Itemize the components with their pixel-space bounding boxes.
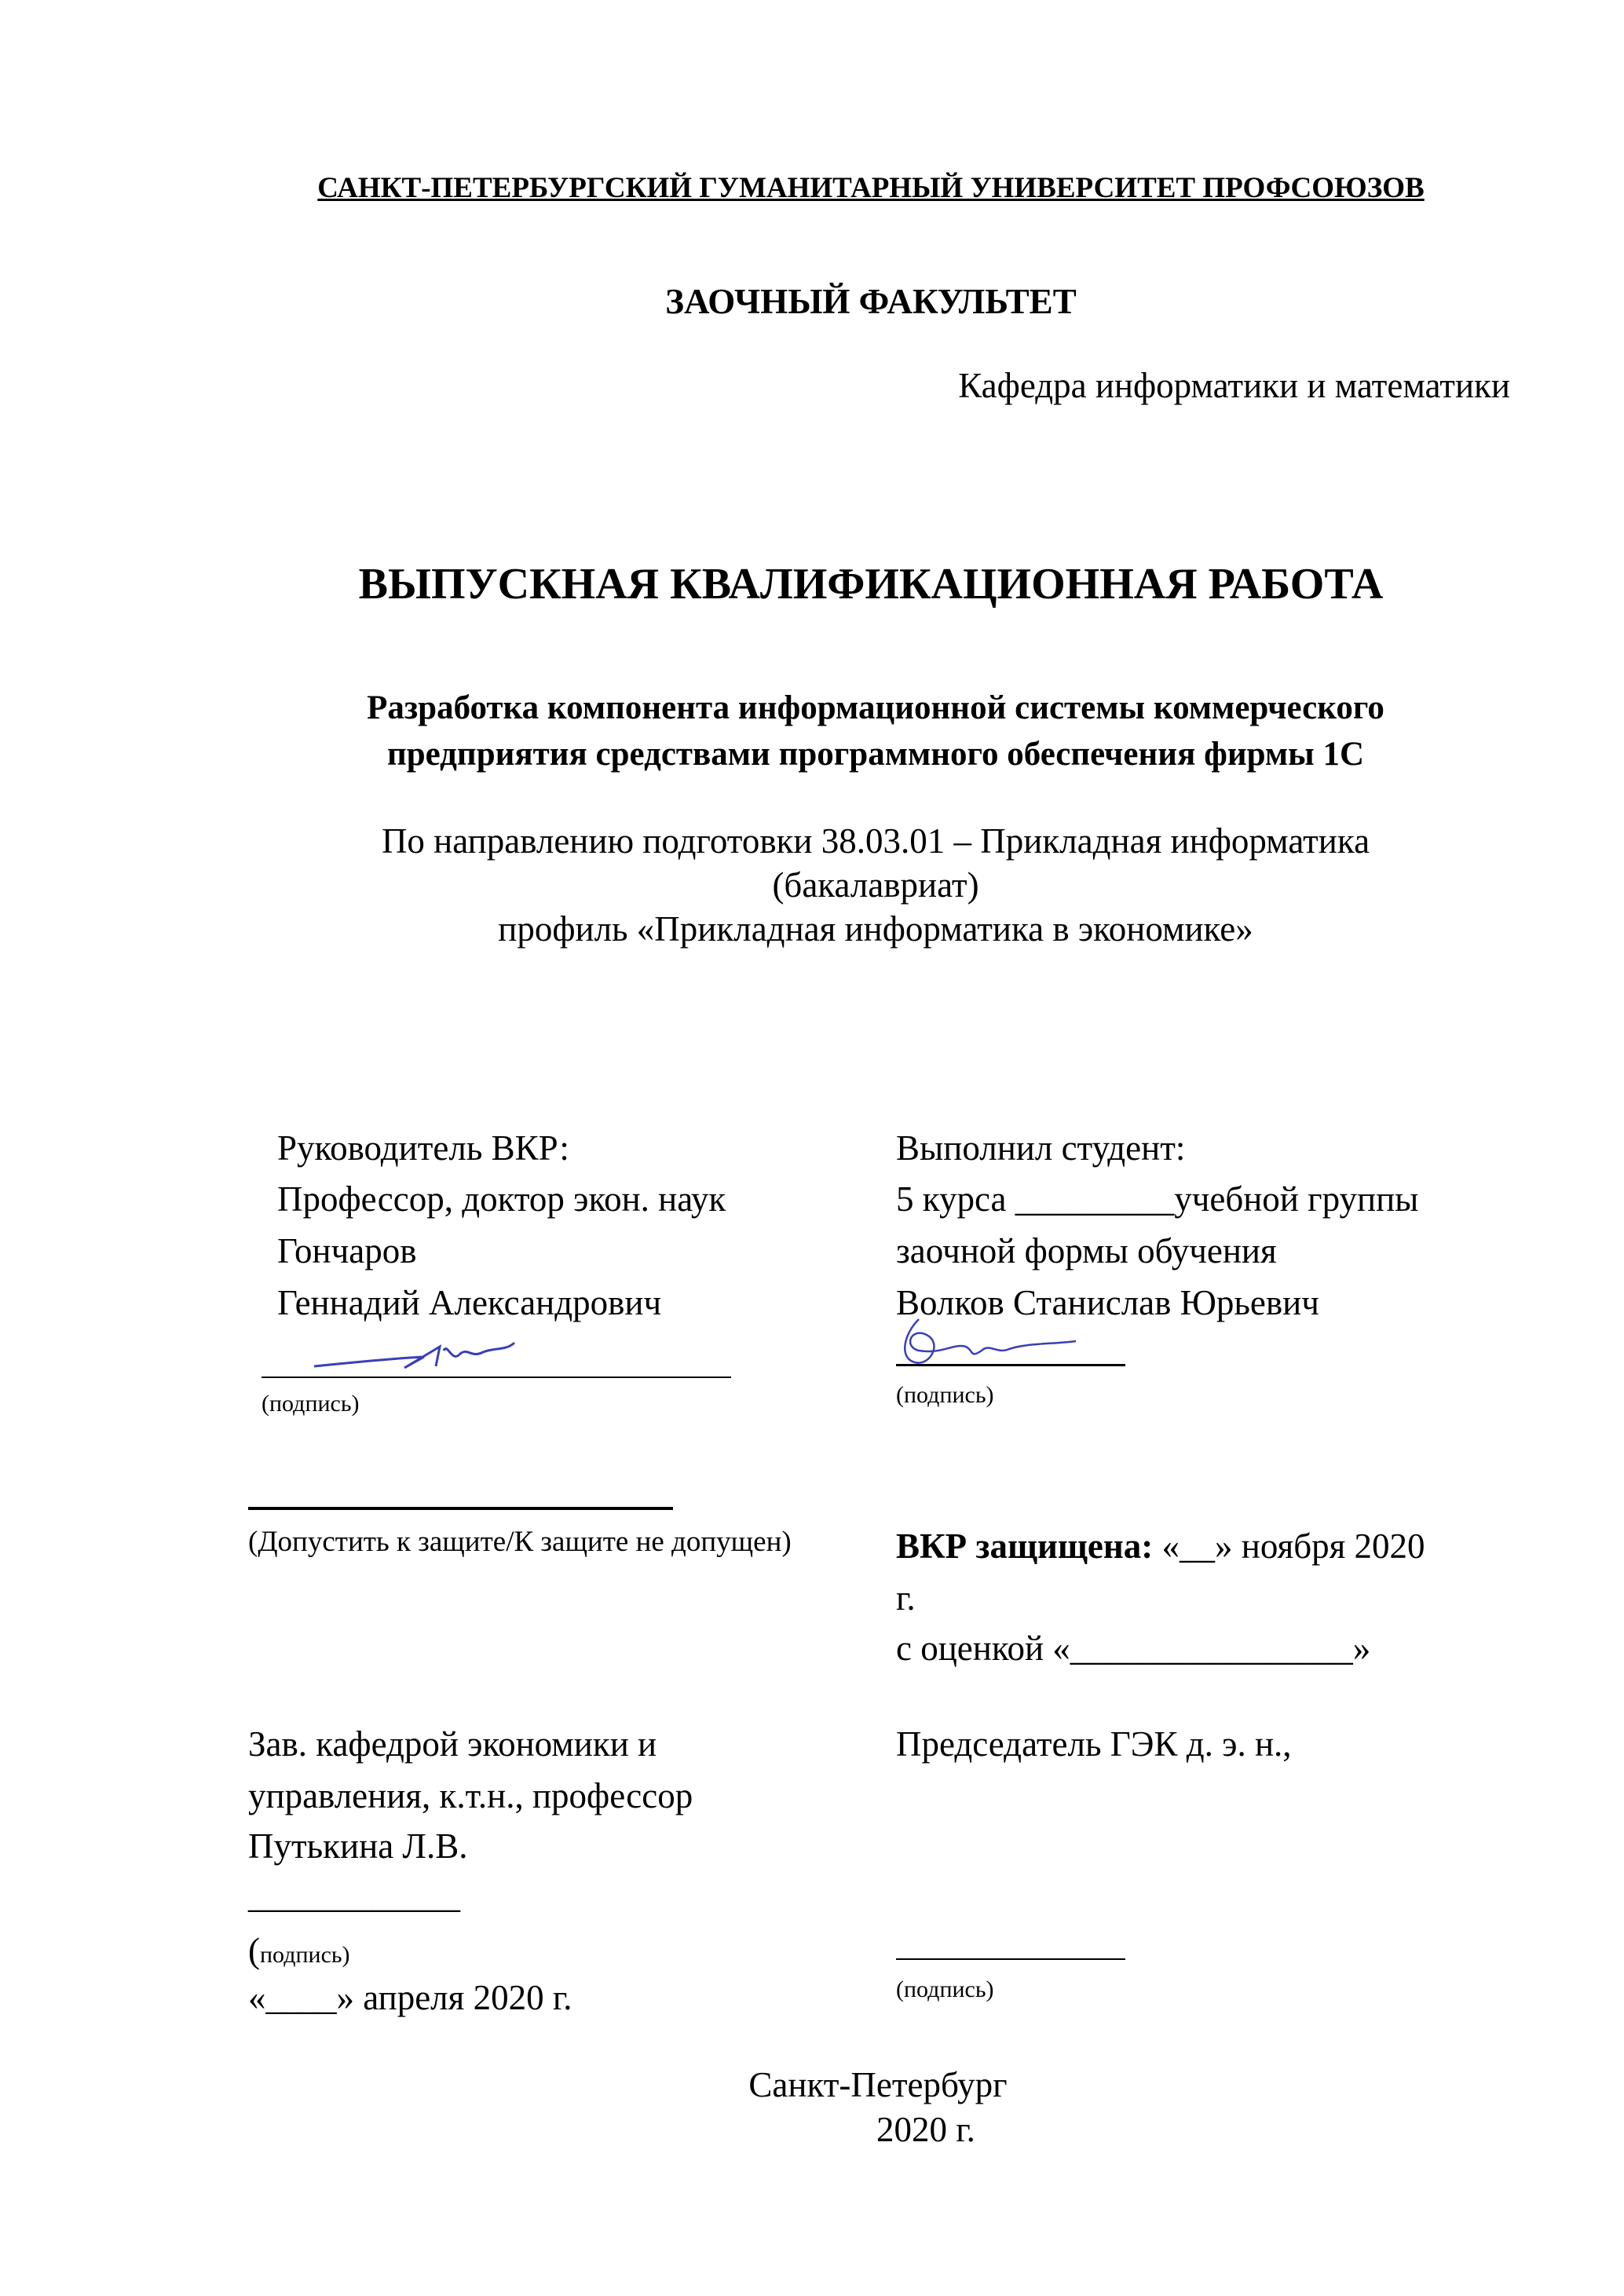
supervisor-signature-caption: (подпись) [262, 1391, 360, 1417]
head-of-department-signature-caption: (подпись) [248, 1931, 350, 1970]
faculty-name: ЗАОЧНЫЙ ФАКУЛЬТЕТ [665, 282, 1077, 321]
supervisor-position: Профессор, доктор экон. наук [277, 1179, 726, 1219]
document-type-title: ВЫПУСКНАЯ КВАЛИФИКАЦИОННАЯ РАБОТА [358, 560, 1384, 609]
topic-line-1: Разработка компонента информационной системы коммерческого [367, 689, 1384, 726]
city: Санкт-Петербург [748, 2065, 1008, 2104]
head-of-department-date: «____» апреля 2020 г. [248, 1978, 572, 2017]
defense-label: ВКР защищена: [896, 1526, 1154, 1566]
student-name: Волков Станислав Юрьевич [896, 1283, 1319, 1322]
chairman-signature-line [896, 1958, 1125, 1960]
student-signature-line [896, 1364, 1125, 1366]
topic-line-2: предприятия средствами программного обеспечения фирмы 1С [386, 736, 1365, 773]
supervisor-label: Руководитель ВКР: [277, 1128, 569, 1168]
defense-result [896, 1526, 1425, 1566]
head-of-department-signature-line: ____________ [248, 1876, 460, 1915]
direction-line-1: По направлению подготовки 38.03.01 – Прикладная информатика [381, 821, 1370, 861]
head-of-department-name: Путькина Л.В. [248, 1826, 468, 1866]
student-label: Выполнил студент: [896, 1128, 1186, 1168]
supervisor-surname: Гончаров [277, 1231, 417, 1270]
admission-caption: (Допустить к защите/К защите не допущен) [248, 1526, 792, 1558]
student-form: заочной формы обучения [896, 1231, 1277, 1270]
direction-line-3: профиль «Прикладная информатика в экономике» [498, 909, 1253, 949]
supervisor-signature [306, 1319, 526, 1374]
defense-grade: с оценкой «________________» [896, 1629, 1371, 1668]
student-course: 5 курса _________учебной группы [896, 1179, 1419, 1219]
direction-line-2: (бакалавриат) [772, 865, 979, 905]
defense-year-suffix: г. [896, 1578, 916, 1618]
head-of-department-line-2: управления, к.т.н., профессор [248, 1776, 693, 1815]
defense-date: «__» ноября 2020 [1153, 1526, 1425, 1566]
supervisor-signature-line [262, 1377, 731, 1378]
student-signature-caption: (подпись) [896, 1382, 994, 1408]
department-name: Кафедра информатики и математики [958, 366, 1510, 405]
year: 2020 г. [876, 2110, 975, 2149]
chairman-label: Председатель ГЭК д. э. н., [896, 1724, 1292, 1764]
admission-decision-line [248, 1507, 673, 1510]
supervisor-name: Геннадий Александрович [277, 1283, 662, 1322]
chairman-signature-caption: (подпись) [896, 1976, 994, 2002]
head-of-department-line-1: Зав. кафедрой экономики и [248, 1724, 657, 1764]
university-name: САНКТ-ПЕТЕРБУРГСКИЙ ГУМАНИТАРНЫЙ УНИВЕРСИТЕТ ПРОФСОЮЗОВ [317, 172, 1425, 204]
